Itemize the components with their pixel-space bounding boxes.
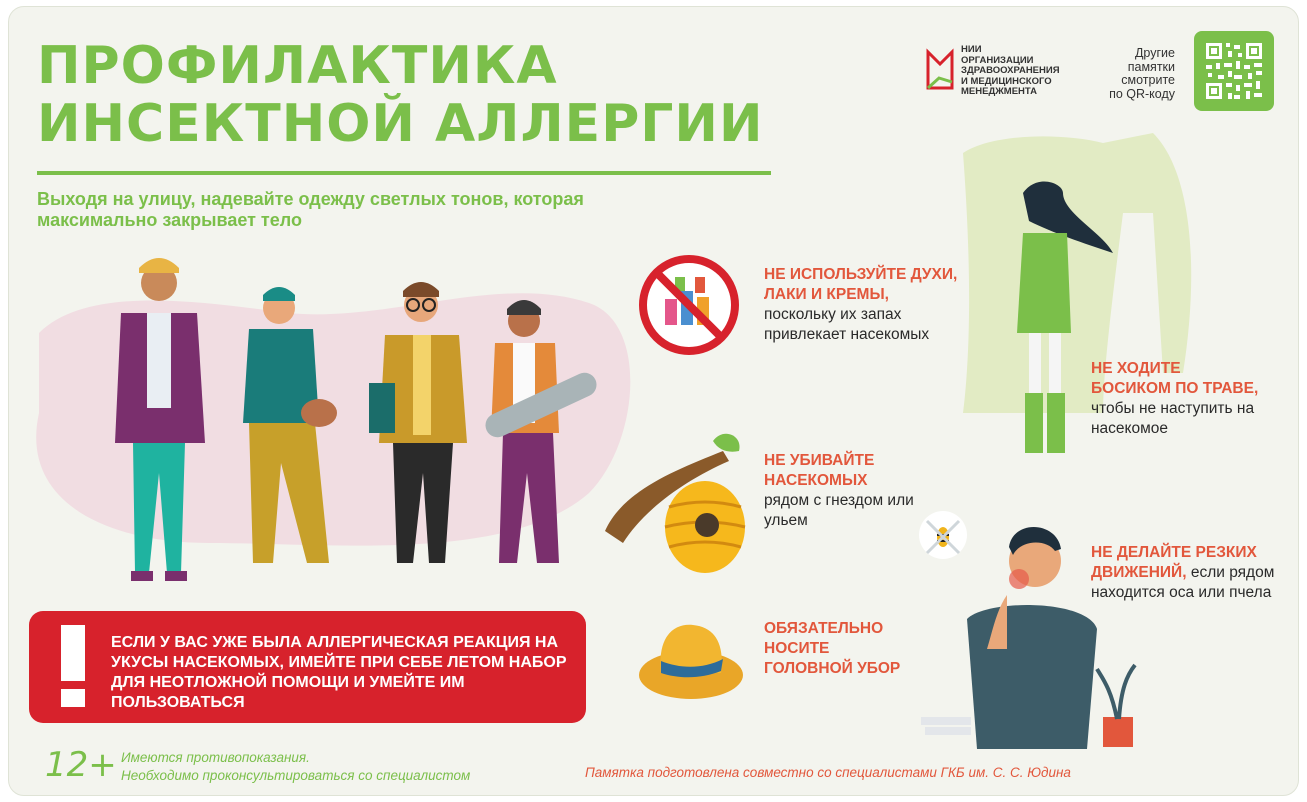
tip-movement-emphasis: НЕ ДЕЛАЙТЕ РЕЗКИХ ДВИЖЕНИЙ, — [1091, 544, 1257, 581]
qr-caption: Другие памятки смотрите по QR-коду — [1109, 46, 1175, 101]
age-rating: 12+ — [45, 745, 117, 785]
subtitle: Выходя на улицу, надевайте одежду светлых тонов, которая максимально закрывает тело — [37, 189, 584, 230]
qr-code-icon — [1194, 31, 1274, 111]
logo-text: НИИ ОРГАНИЗАЦИИ ЗДРАВООХРАНЕНИЯ И МЕДИЦИНСКОГО МЕНЕДЖМЕНТА — [961, 44, 1060, 97]
title-divider — [37, 171, 771, 175]
logo-mark-icon — [925, 48, 955, 94]
man-wasp-illustration — [907, 499, 1143, 749]
tip-kill-text: рядом с гнездом или ульем — [764, 492, 914, 529]
tip-movement-text: если рядом находится оса или пчела — [1091, 564, 1275, 601]
qr-code[interactable] — [1194, 31, 1274, 111]
tip-perfume-emphasis: НЕ ИСПОЛЬЗУЙТЕ ДУХИ, ЛАКИ И КРЕМЫ, — [764, 266, 958, 303]
poster-title — [37, 37, 763, 153]
tip-hat — [764, 619, 914, 679]
alert-box — [29, 611, 586, 723]
prepared-by: Памятка подготовлена совместно со специалистами ГКБ им. С. С. Юдина — [585, 765, 1071, 780]
title-line-2: ИНСЕКТНОЙ АЛЛЕРГИИ — [37, 94, 764, 154]
people-illustration — [29, 243, 649, 593]
tip-movement — [1091, 543, 1291, 603]
title-line-1: ПРОФИЛАКТИКА — [37, 36, 558, 96]
tip-hat-emphasis: ОБЯЗАТЕЛЬНО НОСИТЕ ГОЛОВНОЙ УБОР — [764, 620, 901, 677]
tip-kill-emphasis: НЕ УБИВАЙТЕ НАСЕКОМЫХ — [764, 452, 875, 489]
tip-perfume — [764, 265, 964, 345]
tip-barefoot-text: чтобы не наступить на насекомое — [1091, 400, 1255, 437]
poster — [8, 6, 1299, 796]
exclamation-icon — [55, 625, 91, 707]
institute-logo — [925, 45, 1060, 98]
tip-barefoot-emphasis: НЕ ХОДИТЕ БОСИКОМ ПО ТРАВЕ, — [1091, 360, 1259, 397]
hat-icon — [635, 615, 747, 707]
disclaimer: Имеются противопоказания. Необходимо проконсультироваться со специалистом — [121, 750, 471, 783]
tip-barefoot — [1091, 359, 1261, 439]
alert-text: ЕСЛИ У ВАС УЖЕ БЫЛА АЛЛЕРГИЧЕСКАЯ РЕАКЦИЯ НА УКУСЫ НАСЕКОМЫХ, ИМЕЙТЕ ПРИ СЕБЕ ЛЕТОМ НАБОР ДЛЯ НЕОТЛОЖНОЙ ПОМОЩИ И УМЕЙТЕ ИМ ПОЛЬЗОВАТЬСЯ — [111, 634, 567, 711]
beehive-icon — [603, 431, 753, 581]
tip-perfume-text: поскольку их запах привлекает насекомых — [764, 306, 930, 343]
no-perfume-icon — [635, 251, 743, 359]
